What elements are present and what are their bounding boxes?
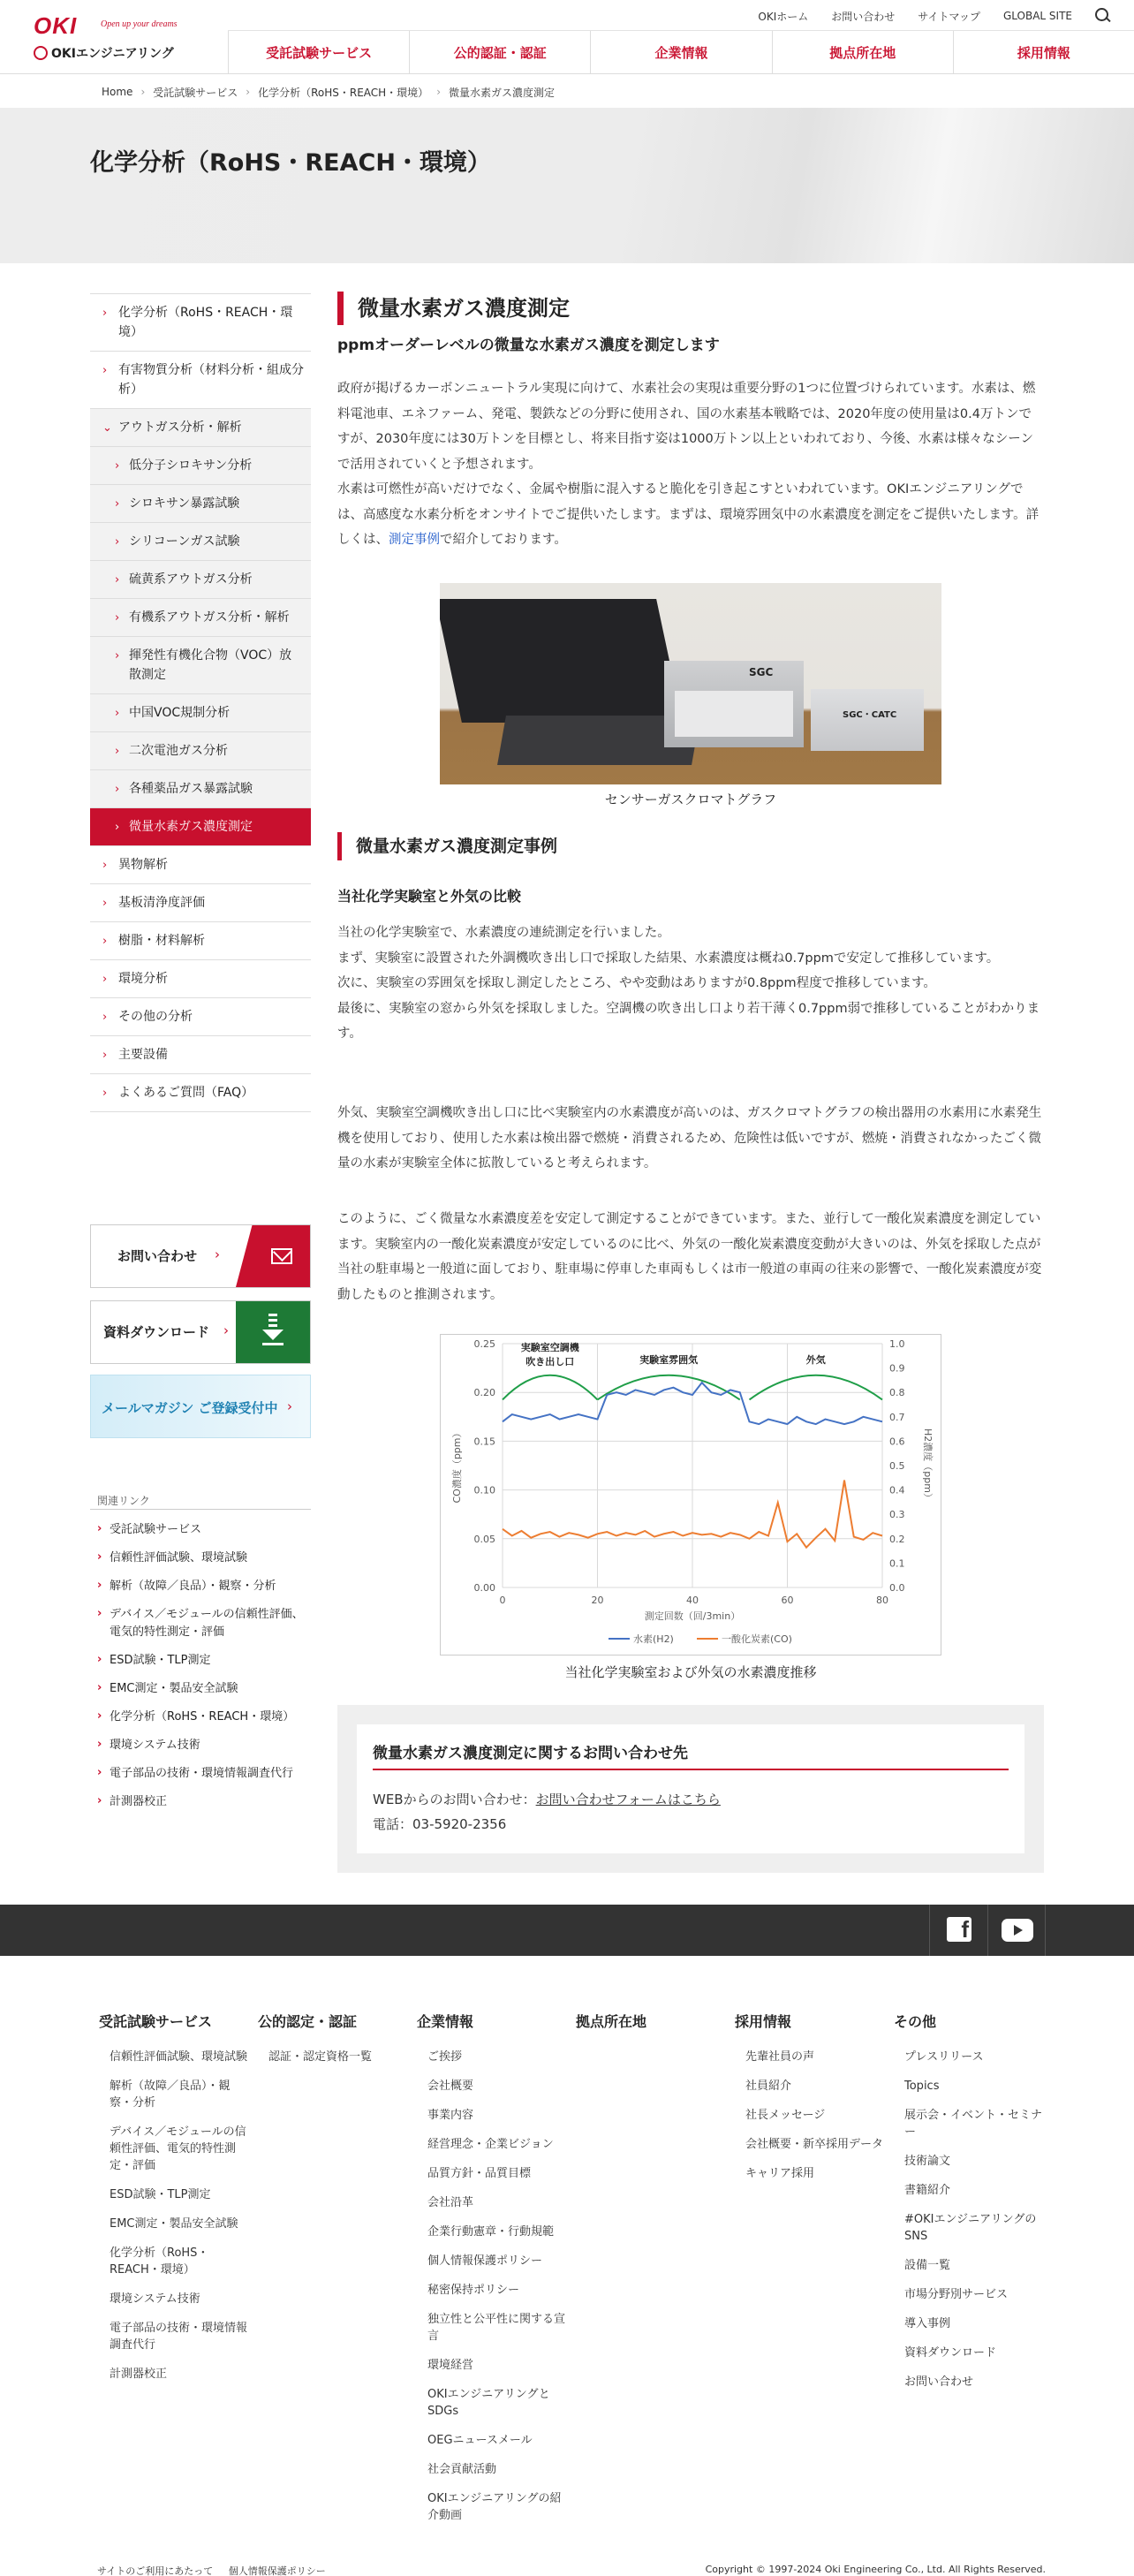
sidebar-item-label: 樹脂・材料解析: [118, 934, 205, 948]
inquiry-web-label: WEBからのお問い合わせ：: [373, 1792, 536, 1807]
oki-logo-mark: OKI: [34, 12, 78, 39]
footer-legal: [97, 2564, 338, 2576]
sgc-device-label: SGC: [749, 666, 774, 678]
footer-column: [576, 2011, 726, 2049]
sidebar-subitem-sulfur-outgas[interactable]: [90, 561, 311, 599]
sidebar-item-label: 硫黄系アウトガス分析: [129, 572, 253, 587]
x-tick-label: 60: [781, 1595, 794, 1606]
footer-link-list: [417, 2049, 567, 2524]
chevron-right-icon: ›: [115, 459, 120, 473]
related-link[interactable]: › 環境システム技術: [97, 1737, 314, 1754]
company-name: OKIエンジニアリング: [51, 47, 174, 61]
sidebar-item-foreign-matter[interactable]: [90, 846, 311, 884]
footer-link[interactable]: お問い合わせ: [904, 2375, 974, 2389]
sidebar-subitem-silicone-gas[interactable]: [90, 523, 311, 561]
sidebar-item-label: 環境分析: [118, 972, 168, 986]
divider: [373, 1769, 1009, 1770]
download-button[interactable]: [90, 1300, 311, 1364]
related-link[interactable]: › EMC測定・製品安全試験: [97, 1680, 314, 1698]
x-tick-label: 0: [499, 1595, 506, 1606]
inquiry-box: [357, 1724, 1024, 1853]
inquiry-section: [337, 1705, 1044, 1873]
youtube-link[interactable]: [987, 1905, 1046, 1956]
sidebar-item-hazardous-substances[interactable]: [90, 352, 311, 409]
inquiry-title: 微量水素ガス濃度測定に関するお問い合わせ先: [373, 1745, 688, 1762]
annotation-bracket: [598, 1375, 740, 1400]
footer-column: [735, 2011, 885, 2194]
sidebar-item-label: 低分子シロキサン分析: [129, 458, 253, 473]
footer-link[interactable]: 会社沿革: [427, 2196, 474, 2209]
y-right-tick-label: 0.1: [889, 1557, 905, 1570]
sidebar-subitem-siloxane-exposure[interactable]: [90, 485, 311, 523]
sidebar-item-equipment[interactable]: [90, 1036, 311, 1074]
sidebar-item-environment[interactable]: [90, 960, 311, 998]
divider: [90, 1509, 311, 1510]
intro-paragraph-2: [337, 477, 1044, 553]
footer-link[interactable]: 先輩社員の声: [745, 2050, 815, 2064]
sidebar-item-label: 化学分析（RoHS・REACH・環境）: [118, 306, 293, 339]
facebook-icon: [947, 1917, 971, 1942]
footer-column-heading[interactable]: その他: [894, 2013, 937, 2030]
chevron-right-icon: ›: [102, 935, 108, 948]
download-icon-bar: [268, 1319, 277, 1322]
utility-link-oki-home[interactable]: OKIホーム: [758, 10, 809, 23]
intro-text: 水素は可燃性が高いだけでなく、金属や樹脂に混入すると脆化を引き起こすといわれています。OKIエンジニアリングでは、高感度な水素分析をオンサイトでご提供いたします。まずは、環境雰囲気中の水素濃度を測定をご提供いたします。詳しくは、: [337, 482, 1040, 547]
y-right-tick-label: 0.4: [889, 1484, 905, 1496]
footer-link[interactable]: 環境システム技術: [110, 2292, 200, 2306]
chevron-down-icon: ⌄: [102, 421, 112, 435]
intro-text: で紹介しております。: [440, 533, 567, 547]
photo-caption: センサーガスクロマトグラフ: [604, 792, 777, 807]
breadcrumb-separator-icon: ›: [436, 86, 441, 98]
inquiry-form-link[interactable]: お問い合わせフォームはこちら: [535, 1792, 721, 1807]
sidebar-item-label: 揮発性有機化合物（VOC）放散測定: [129, 648, 292, 682]
footer-link-list: [735, 2049, 885, 2182]
footer-link[interactable]: 品質方針・品質目標: [427, 2167, 532, 2180]
footer-nav: [99, 2011, 1053, 2522]
footer-link[interactable]: デバイス／モジュールの信頼性評価、電気的特性測定・評価: [110, 2125, 246, 2172]
section-title: 微量水素ガス濃度測定事例: [337, 832, 1044, 860]
footer-link[interactable]: Topics: [904, 2080, 940, 2093]
sidebar-item-label: 二次電池ガス分析: [129, 744, 228, 758]
content-title: 微量水素ガス濃度測定: [337, 292, 1044, 325]
y-right-tick-label: 0.0: [889, 1582, 905, 1594]
y-right-tick-label: 0.7: [889, 1411, 905, 1423]
chevron-right-icon: ›: [115, 649, 120, 663]
laptop-screen-illustration: [440, 599, 683, 723]
footer-link[interactable]: 書籍紹介: [904, 2184, 951, 2197]
related-link[interactable]: › 化学分析（RoHS・REACH・環境）: [97, 1708, 314, 1726]
chevron-right-icon: ›: [115, 611, 120, 625]
chevron-right-icon: ›: [102, 1049, 108, 1062]
sidebar-item-label: 主要設備: [118, 1048, 168, 1062]
utility-link-sitemap[interactable]: サイトマップ: [918, 10, 980, 23]
catc-device-label: SGC・CATC: [843, 710, 897, 720]
footer-link[interactable]: プレスリリース: [904, 2050, 984, 2064]
sidebar-item-label: 有害物質分析（材料分析・組成分析）: [118, 363, 304, 397]
y-right-tick-label: 0.2: [889, 1533, 905, 1545]
download-icon: [262, 1314, 284, 1347]
chevron-right-icon: ›: [115, 497, 120, 511]
case-study-link[interactable]: 測定事例: [389, 533, 440, 547]
footer-link[interactable]: 導入事例: [904, 2317, 951, 2330]
case-paragraph-1: 当社の化学実験室で、水素濃度の連続測定を行いました。 まず、実験室に設置された外調機吹き出し口で採取した結果、水素濃度は概ね0.7ppmで安定して推移しています。 次に、実験室の雰囲気を採取し測定したところ、やや変動はありますが0.8ppm程度で推移しています。 最後に、実験室の窓から外気を採取しました。空調機の吹き出し口より若干薄く0.7ppm弱で推移していることがわかります。: [337, 926, 1040, 1041]
y-left-tick-label: 0.05: [473, 1533, 495, 1545]
download-icon-bar: [268, 1324, 277, 1327]
mail-icon: [271, 1248, 292, 1264]
related-link[interactable]: › ESD試験・TLP測定: [97, 1652, 314, 1670]
case-title: 当社化学実験室と外気の比較: [337, 888, 522, 905]
page-title: 化学分析（RoHS・REACH・環境）: [90, 149, 491, 177]
footer-link[interactable]: 会社概要・新卒採用データ: [745, 2138, 884, 2151]
y-left-tick-label: 0.15: [473, 1436, 495, 1448]
sidebar-item-label: その他の分析: [118, 1010, 193, 1024]
site-logo[interactable]: [28, 9, 205, 64]
intro-paragraph-1: 政府が掲げるカーボンニュートラル実現に向けて、水素社会の実現は重要分野の1つに位置づけられています。水素は、燃料電池車、エネファーム、発電、製鉄などの分野に使用され、国の水素基本戦略では、2020年度の使用量は0.4万トンですが、2030年度には30万トンを目標とし、将来目指す姿は1000万トン以上といわれており、今後、水素は様々なシーンで活用されていくと予想されます。: [337, 382, 1036, 472]
sidebar-subitem-voc[interactable]: [90, 637, 311, 694]
facebook-glyph: f: [961, 1916, 969, 1943]
footer-link[interactable]: 電子部品の技術・環境情報調査代行: [110, 2322, 248, 2352]
footer-link[interactable]: 技術論文: [904, 2155, 951, 2168]
sidebar-item-outgas[interactable]: [90, 409, 311, 447]
footer-link[interactable]: 化学分析（RoHS・REACH・環境）: [110, 2246, 209, 2277]
chevron-right-icon: ›: [115, 783, 120, 796]
privacy-link[interactable]: 個人情報保護ポリシー: [228, 2565, 326, 2576]
chevron-right-icon: ›: [102, 897, 108, 910]
sidebar-item-label: シリコーンガス試験: [129, 534, 240, 549]
footer-link[interactable]: 信頼性評価試験、環境試験: [110, 2050, 248, 2064]
footer-column: [894, 2011, 1044, 2403]
footer-link[interactable]: 認証・認定資格一覧: [268, 2050, 373, 2064]
footer-link[interactable]: ESD試験・TLP測定: [110, 2188, 211, 2201]
annotation-label: 外気: [805, 1353, 826, 1366]
footer-link[interactable]: 解析（故障／良品）・観察・分析: [110, 2080, 231, 2110]
x-tick-label: 80: [876, 1595, 888, 1606]
footer-link[interactable]: キャリア採用: [745, 2167, 815, 2180]
y-right-tick-label: 0.5: [889, 1460, 905, 1472]
sidebar-subitem-organic-outgas[interactable]: [90, 599, 311, 637]
footer-link[interactable]: 事業内容: [427, 2109, 474, 2122]
footer-link[interactable]: 社会貢献活動: [427, 2463, 497, 2476]
copyright: Copyright © 1997-2024 Oki Engineering Co., Ltd. All Rights Reserved.: [705, 2564, 1046, 2575]
sidebar-item-faq[interactable]: [90, 1074, 311, 1112]
annotation-bracket: [750, 1375, 883, 1400]
case-paragraph-3: このように、ごく微量な水素濃度差を安定して測定することができています。また、並行して一酸化炭素濃度を測定しています。実験室内の一酸化炭素濃度が安定しているのに比べ、外気の一酸化炭素濃度変動が大きいのは、外気を採取した点が当社の駐車場と一般道に面しており、駐車場に停車した車両もしくは市一般道の車両の往来の影響で、一酸化炭素濃度が変動したものと推測されます。: [337, 1212, 1042, 1302]
footer-column-heading[interactable]: 公的認定・認証: [258, 2013, 358, 2030]
related-links-list: [97, 1521, 314, 1822]
sensor-gas-chromatograph-photo: [440, 583, 941, 784]
utility-link-global-site[interactable]: GLOBAL SITE: [1002, 10, 1072, 22]
footer-column-heading[interactable]: 拠点所在地: [576, 2013, 647, 2030]
chevron-right-icon: ›: [115, 707, 120, 720]
y-left-tick-label: 0.20: [473, 1387, 495, 1399]
y-right-axis-label: H2濃度（ppm）: [922, 1428, 934, 1503]
legend-label: 水素(H2): [633, 1633, 674, 1645]
mail-magazine-label: メールマガジン ご登録受付中: [102, 1400, 278, 1416]
footer-column-heading[interactable]: 採用情報: [735, 2013, 792, 2030]
annotation-label: 実験室空調機: [520, 1341, 579, 1353]
chevron-right-icon: ›: [115, 745, 120, 758]
utility-link-contact[interactable]: お問い合わせ: [831, 10, 896, 23]
sidebar-item-label: シロキサン暴露試験: [129, 496, 240, 511]
footer-link[interactable]: 個人情報保護ポリシー: [427, 2254, 543, 2268]
chart-canvas: [441, 1335, 942, 1656]
sidebar-item-label: 異物解析: [118, 858, 168, 872]
footer-column: [258, 2011, 408, 2078]
breadcrumb-home[interactable]: Home: [102, 86, 133, 98]
annotation-label: 実験室雰囲気: [639, 1353, 699, 1366]
y-left-tick-label: 0.00: [473, 1582, 495, 1594]
x-axis-label: 測定回数（回/3min）: [644, 1610, 741, 1622]
contact-icon-box: [236, 1225, 310, 1287]
breadcrumb-separator-icon: ›: [246, 86, 251, 98]
utility-nav: [735, 5, 1113, 27]
chevron-right-icon: ›: [102, 364, 108, 377]
footer-link[interactable]: 独立性と公平性に関する宣言: [427, 2313, 566, 2343]
footer-link-list: [258, 2049, 408, 2065]
footer-link[interactable]: 会社概要: [427, 2080, 474, 2093]
company-logo-icon: [34, 46, 48, 60]
chevron-right-icon: ›: [102, 859, 108, 872]
inquiry-web: [373, 1790, 721, 1808]
download-icon-base: [262, 1343, 284, 1345]
sidebar-item-label: 各種薬品ガス暴露試験: [129, 782, 253, 796]
youtube-icon: [1002, 1919, 1033, 1942]
sidebar-item-board-cleanliness[interactable]: [90, 884, 311, 922]
footer-link[interactable]: 経営理念・企業ビジョン: [427, 2138, 554, 2151]
related-link[interactable]: › デバイス／モジュールの信頼性評価、電気的特性測定・評価: [97, 1606, 314, 1641]
y-right-tick-label: 0.6: [889, 1436, 905, 1448]
chevron-right-icon: ›: [102, 1011, 108, 1024]
sidebar-item-chemical-analysis[interactable]: [90, 293, 311, 352]
contact-button[interactable]: [90, 1224, 311, 1288]
gnav-certification[interactable]: 公的認証・認証: [409, 31, 590, 74]
sidebar-item-label: 中国VOC規制分析: [129, 706, 231, 720]
related-links-heading: 関連リンク: [97, 1495, 150, 1507]
gnav-locations[interactable]: 拠点所在地: [772, 31, 953, 74]
y-right-tick-label: 0.3: [889, 1509, 905, 1521]
mail-magazine-banner[interactable]: [90, 1375, 311, 1438]
case-paragraph-2: 外気、実験室空調機吹き出し口に比べ実験室内の水素濃度が高いのは、ガスクロマトグラフの検出器用の水素用に水素発生機を使用しており、使用した水素は検出器で燃焼・消費されるため、危険性は低いですが、燃焼・消費されなかったごく微量の水素が実験室全体に拡散していると考えられます。: [337, 1106, 1042, 1171]
site-header: [0, 0, 1134, 74]
facebook-link[interactable]: [929, 1905, 987, 1956]
annotation-label: 吹き出し口: [525, 1355, 575, 1368]
breadcrumb: [102, 83, 555, 101]
y-right-tick-label: 1.0: [889, 1338, 905, 1350]
content-subtitle: ppmオーダーレベルの微量な水素ガス濃度を測定します: [337, 337, 720, 354]
footer-link[interactable]: ご挨拶: [427, 2050, 463, 2064]
chevron-right-icon: ›: [215, 1246, 220, 1262]
page-hero: [0, 108, 1134, 263]
sidebar-item-label: 微量水素ガス濃度測定: [129, 820, 253, 834]
y-left-tick-label: 0.25: [473, 1338, 495, 1350]
chevron-right-icon: ›: [223, 1322, 229, 1338]
logo-tagline: Open up your dreams: [101, 19, 178, 29]
footer-link[interactable]: OKIエンジニアリングの紹介動画: [427, 2492, 562, 2522]
footer-link[interactable]: 資料ダウンロード: [904, 2346, 997, 2360]
footer-link[interactable]: 環境経営: [427, 2359, 474, 2372]
chevron-right-icon: ›: [115, 535, 120, 549]
sidebar-item-label: 基板清浄度評価: [118, 896, 205, 910]
sidebar-subitem-siloxane-analysis[interactable]: [90, 447, 311, 485]
sidebar-nav: [90, 293, 311, 1112]
chevron-right-icon: ›: [115, 573, 120, 587]
gnav-testing-services[interactable]: 受託試験サービス: [228, 31, 409, 74]
chevron-right-icon: ›: [102, 307, 108, 320]
global-nav: [228, 30, 1134, 74]
hydrogen-concentration-chart: [440, 1334, 941, 1655]
chevron-right-icon: ›: [287, 1398, 292, 1414]
related-link[interactable]: › 解析（故障／良品）・観察・分析: [97, 1578, 314, 1595]
chevron-right-icon: ›: [102, 973, 108, 986]
related-link[interactable]: › 受託試験サービス: [97, 1521, 314, 1539]
download-icon-bar: [268, 1314, 277, 1316]
x-tick-label: 20: [591, 1595, 604, 1606]
footer-link[interactable]: OKIエンジニアリングとSDGs: [427, 2388, 550, 2418]
download-button-label: 資料ダウンロード: [103, 1324, 210, 1340]
footer-column: [417, 2011, 567, 2536]
breadcrumb-testing-services[interactable]: 受託試験サービス: [153, 86, 238, 99]
footer-column: [99, 2011, 249, 2395]
y-left-axis-label: CO濃度（ppm）: [451, 1428, 463, 1504]
gnav-company[interactable]: 企業情報: [590, 31, 771, 74]
chevron-right-icon: ›: [102, 1087, 108, 1100]
breadcrumb-separator-icon: ›: [140, 86, 146, 98]
catc-device-illustration: [811, 689, 924, 751]
y-right-tick-label: 0.8: [889, 1387, 905, 1399]
search-icon[interactable]: [1093, 6, 1113, 26]
related-link[interactable]: › 電子部品の技術・環境情報調査代行: [97, 1765, 314, 1783]
sidebar-item-label: よくあるご質問（FAQ）: [118, 1086, 254, 1100]
related-link[interactable]: › 信頼性評価試験、環境試験: [97, 1549, 314, 1567]
footer-link[interactable]: 市場分野別サービス: [904, 2288, 1009, 2301]
annotation-bracket: [503, 1375, 598, 1400]
chart-caption: 当社化学実験室および外気の水素濃度推移: [564, 1664, 817, 1680]
breadcrumb-current: 微量水素ガス濃度測定: [449, 86, 556, 99]
contact-button-label: お問い合わせ: [117, 1248, 198, 1264]
y-left-tick-label: 0.10: [473, 1484, 495, 1496]
footer-link-list: [894, 2049, 1044, 2390]
sidebar-subitem-hydrogen-active[interactable]: [90, 808, 311, 846]
breadcrumb-chemical-analysis[interactable]: 化学分析（RoHS・REACH・環境）: [258, 86, 429, 99]
footer-link[interactable]: 社長メッセージ: [745, 2109, 826, 2122]
device-panel: [675, 691, 793, 737]
y-right-tick-label: 0.9: [889, 1362, 905, 1375]
footer-link[interactable]: 設備一覧: [904, 2259, 951, 2272]
terms-link[interactable]: サイトのご利用にあたって: [97, 2565, 214, 2576]
footer-link[interactable]: 計測器校正: [110, 2368, 168, 2381]
footer-link[interactable]: 社員紹介: [745, 2080, 792, 2093]
footer-link[interactable]: OEGニュースメール: [427, 2434, 533, 2447]
sidebar-item-label: 有機系アウトガス分析・解析: [129, 610, 290, 625]
social-bar: [0, 1905, 1134, 1956]
legend-label: 一酸化炭素(CO): [722, 1633, 792, 1645]
footer-column-heading[interactable]: 受託試験サービス: [99, 2013, 213, 2030]
footer-link[interactable]: 展示会・イベント・セミナー: [904, 2109, 1043, 2139]
sidebar-item-resin-material[interactable]: [90, 922, 311, 960]
related-link[interactable]: › 計測器校正: [97, 1793, 314, 1811]
footer-link[interactable]: #OKIエンジニアリングのSNS: [904, 2213, 1037, 2243]
inquiry-phone: 電話：03-5920-2356: [373, 1816, 507, 1832]
sidebar-subitem-battery-gas[interactable]: [90, 732, 311, 770]
download-icon-box: [236, 1301, 310, 1363]
sidebar-subitem-china-voc[interactable]: [90, 694, 311, 732]
x-tick-label: 40: [686, 1595, 699, 1606]
sidebar-item-label: アウトガス分析・解析: [118, 420, 242, 435]
sgc-device-illustration: [664, 661, 804, 747]
footer-column-heading[interactable]: 企業情報: [417, 2013, 474, 2030]
footer-link[interactable]: EMC測定・製品安全試験: [110, 2217, 238, 2231]
download-icon-arrow: [262, 1330, 284, 1340]
chevron-right-icon: ›: [115, 821, 120, 834]
sidebar-item-other[interactable]: [90, 998, 311, 1036]
sidebar-subitem-chemical-gas-exposure[interactable]: [90, 770, 311, 808]
footer-link[interactable]: 秘密保持ポリシー: [427, 2284, 520, 2297]
footer-link-list: [99, 2049, 249, 2383]
gnav-recruit[interactable]: 採用情報: [953, 31, 1134, 74]
footer-link[interactable]: 企業行動憲章・行動規範: [427, 2225, 555, 2239]
